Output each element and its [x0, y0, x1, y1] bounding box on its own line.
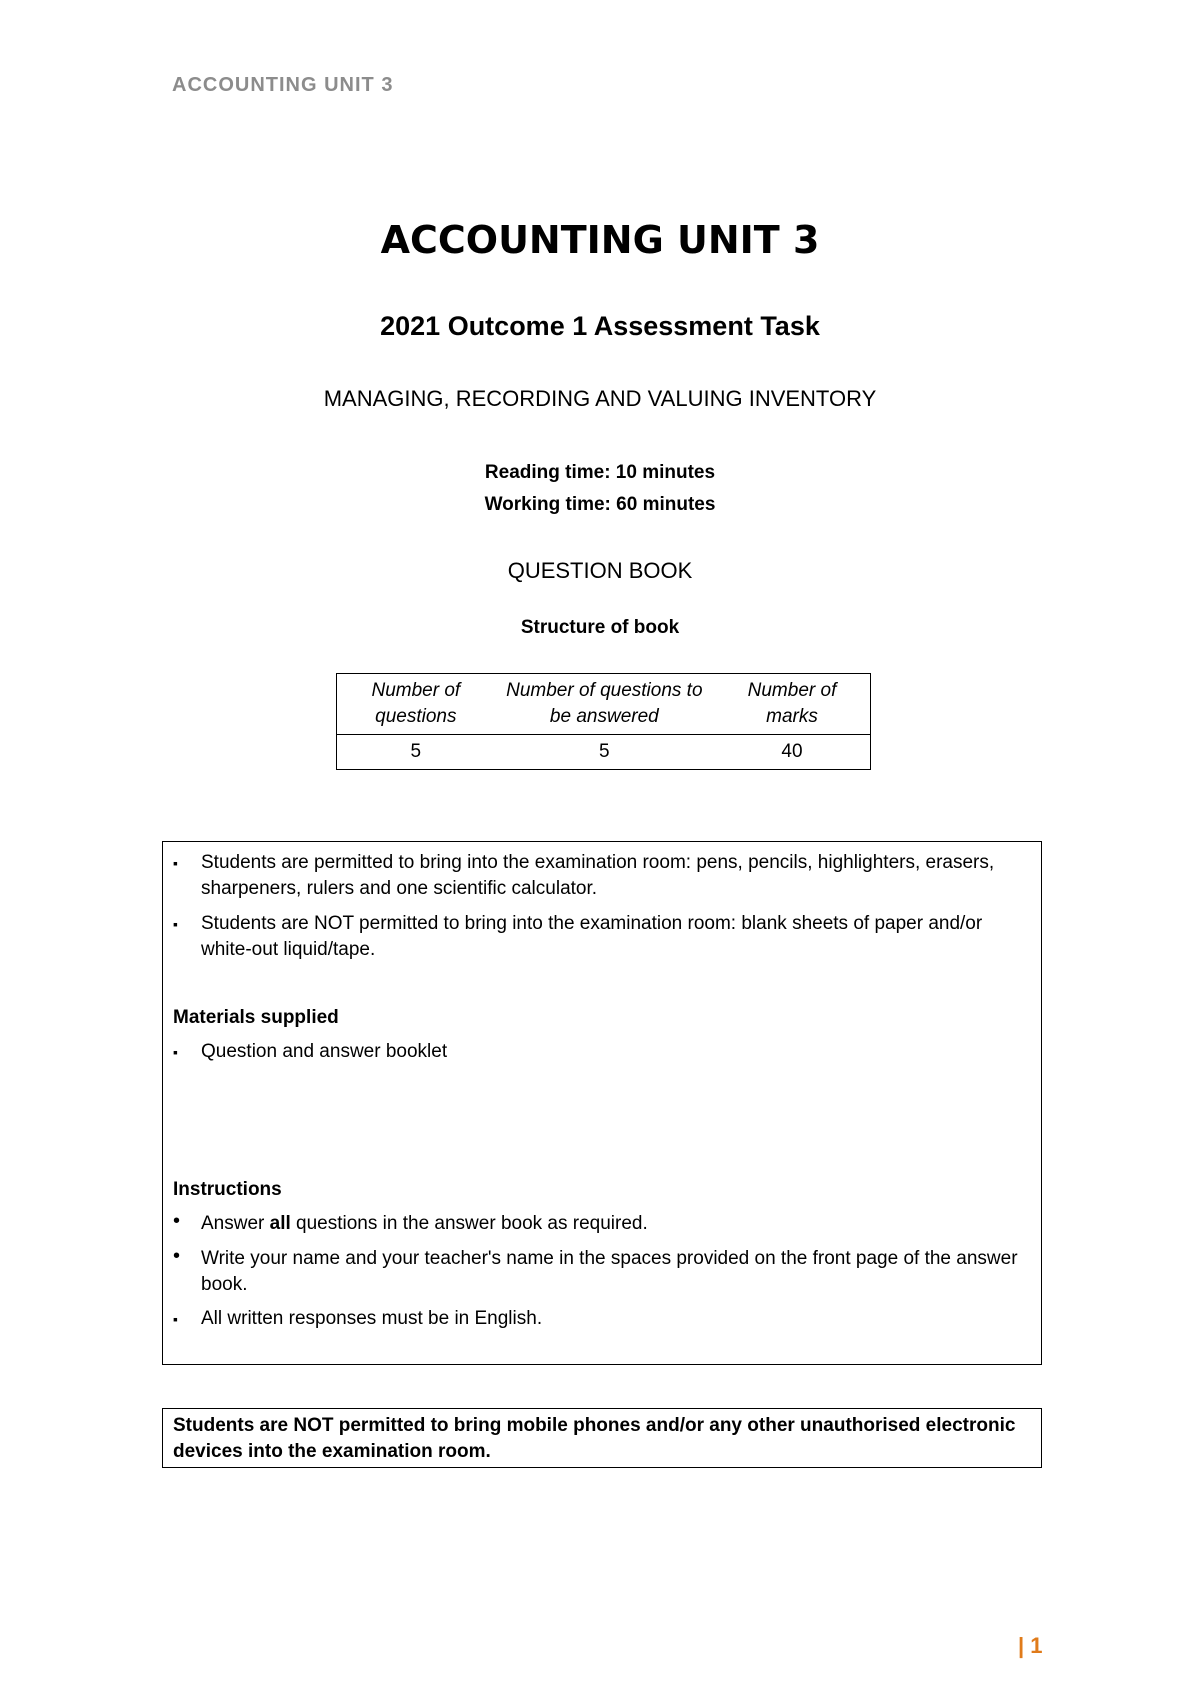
- warning-box: Students are NOT permitted to bring mobile phones and/or any other unauthorised electronic devices into the examination room.: [162, 1408, 1042, 1468]
- not-permitted-items-text: Students are NOT permitted to bring into the examination room: blank sheets of paper and/or white-out liquid/tape.: [201, 913, 983, 960]
- instruction-text-part: Answer: [201, 1213, 270, 1234]
- working-time: Working time: 60 minutes: [484, 494, 716, 515]
- list-item: [173, 911, 1021, 963]
- instructions-heading: Instructions: [173, 1179, 282, 1200]
- structure-heading: Structure of book: [520, 617, 680, 638]
- page-number: | 1: [1018, 1633, 1043, 1658]
- table-cell: 5: [410, 741, 422, 762]
- structure-table: [336, 673, 871, 770]
- square-bullet-icon: ▪: [173, 916, 178, 932]
- list-item: [173, 1306, 1021, 1332]
- list-item: [173, 1039, 1021, 1065]
- list-item: [173, 1246, 1021, 1298]
- instruction-text: All written responses must be in English.: [201, 1308, 543, 1329]
- permitted-items-text: Students are permitted to bring into the examination room: pens, pencils, highlighters, erasers, sharpeners, rulers and one scientific calculator.: [201, 852, 995, 899]
- page-title: ACCOUNTING UNIT 3: [380, 218, 820, 262]
- materials-heading: Materials supplied: [173, 1007, 339, 1028]
- instruction-emphasis: all: [269, 1213, 291, 1234]
- table-cell: 40: [781, 741, 803, 762]
- table-header-cell: Number of questions: [337, 674, 495, 735]
- table-header-cell: Number of questions to be answered: [495, 674, 714, 735]
- materials-item: Question and answer booklet: [201, 1041, 448, 1062]
- table-header-row: [337, 674, 871, 735]
- table-header-cell: Number of marks: [714, 674, 871, 735]
- book-type-heading: QUESTION BOOK: [507, 558, 693, 583]
- square-bullet-icon: ▪: [173, 1044, 178, 1060]
- instruction-text: Write your name and your teacher's name in the spaces provided on the front page of the answer book.: [201, 1248, 1018, 1295]
- instruction-text: [201, 1211, 1021, 1237]
- round-bullet-icon: •: [173, 1210, 181, 1232]
- instruction-text-part: questions in the answer book as required.: [290, 1213, 648, 1234]
- running-header: ACCOUNTING UNIT 3: [172, 74, 394, 96]
- round-bullet-icon: •: [173, 1245, 181, 1267]
- time-allocation: [0, 457, 1200, 521]
- square-bullet-icon: ▪: [173, 1311, 178, 1327]
- list-item: [173, 850, 1021, 902]
- square-bullet-icon: ▪: [173, 855, 178, 871]
- rules-box: [162, 841, 1042, 1365]
- assessment-subtitle: 2021 Outcome 1 Assessment Task: [380, 311, 820, 341]
- list-item: [173, 1211, 1021, 1237]
- table-row: [337, 735, 871, 770]
- topic-heading: MANAGING, RECORDING AND VALUING INVENTORY: [323, 386, 877, 411]
- table-cell: 5: [599, 741, 610, 762]
- reading-time: Reading time: 10 minutes: [484, 462, 716, 483]
